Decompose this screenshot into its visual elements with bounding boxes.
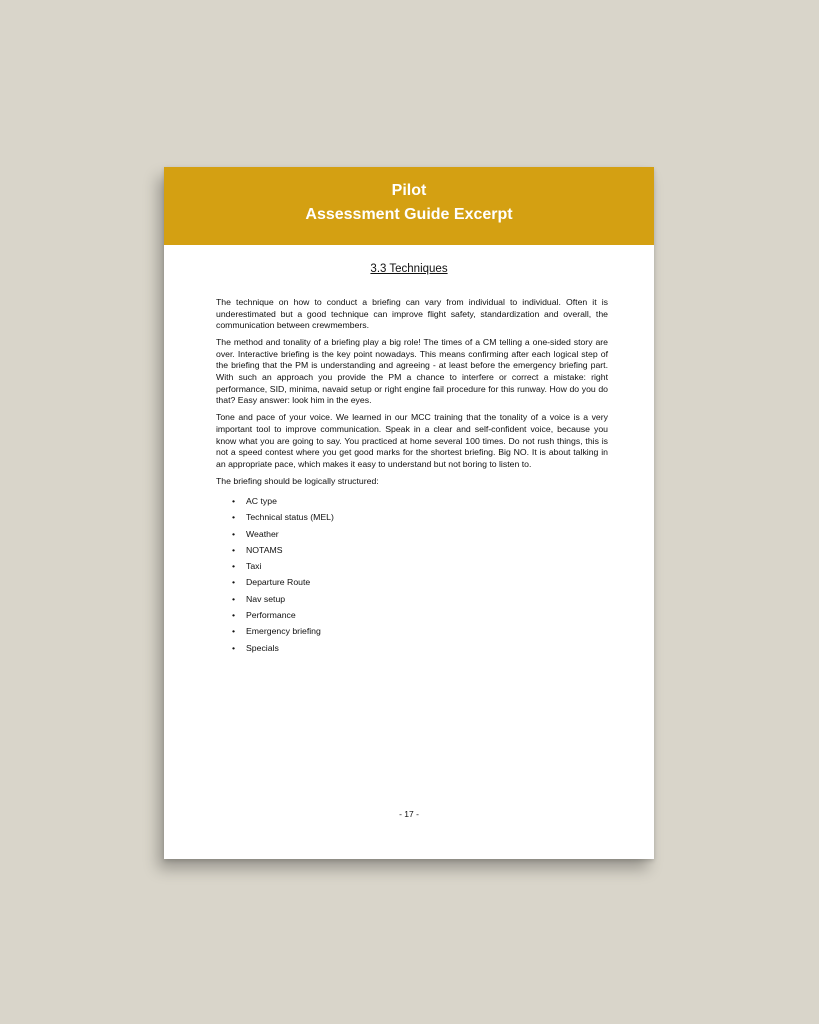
list-item: • Performance	[246, 607, 608, 623]
header-title-line2: Assessment Guide Excerpt	[305, 206, 513, 223]
list-item: • Weather	[246, 526, 608, 542]
bullet-icon: •	[232, 512, 236, 523]
page-number: - 17 -	[399, 809, 419, 819]
paragraph: The briefing should be logically structured:	[216, 475, 379, 486]
bullet-icon: •	[232, 544, 236, 555]
bullet-icon: •	[232, 626, 236, 637]
document-page	[164, 167, 654, 859]
bullet-icon: •	[232, 593, 236, 604]
header-title-line1: Pilot	[391, 182, 427, 199]
bullet-icon: •	[232, 642, 236, 653]
paragraph: The method and tonality of a briefing play a big role! The times of a CM telling a one-sided story are over. Interactive briefing is the key point nowadays. This means confirming after each logical step of the briefing that the PM is understanding and agreeing - at least before the emergency briefing part. With such an approach you provide the PM a chance to interfere or correct a mistake: right performance, SID, minima, navaid setup or right engine fail procedure for this runway. How do you do that? Easy answer: look him in the eyes.	[216, 337, 608, 406]
list-item: • AC type	[246, 493, 608, 509]
briefing-structure-list	[216, 493, 608, 656]
bullet-icon: •	[232, 528, 236, 539]
list-item: • NOTAMS	[246, 542, 608, 558]
list-item: • Technical status (MEL)	[246, 509, 608, 525]
list-item: • Departure Route	[246, 574, 608, 590]
body-text	[216, 297, 608, 656]
bullet-icon: •	[232, 577, 236, 588]
list-item: • Specials	[246, 640, 608, 656]
list-item: • Emergency briefing	[246, 623, 608, 639]
section-title: 3.3 Techniques	[370, 263, 448, 275]
bullet-icon: •	[232, 609, 236, 620]
list-item: • Nav setup	[246, 591, 608, 607]
list-item: • Taxi	[246, 558, 608, 574]
bullet-icon: •	[232, 561, 236, 572]
paragraph: Tone and pace of your voice. We learned in our MCC training that the tonality of a voice is a very important tool to improve communication. Speak in a clear and self-confident voice, because you know what you are going to say. You practiced at home several 100 times. Do not rush things, this is not a speed contest where you get good marks for the shortest briefing. Big NO. It is about talking in an appropriate pace, which makes it easy to understand but not boring to listen to.	[216, 412, 608, 469]
bullet-icon: •	[232, 495, 236, 506]
header-band	[164, 167, 654, 245]
paragraph: The technique on how to conduct a briefing can vary from individual to individual. Often it is underestimated but a good technique can improve flight safety, standardization and overall, the communication between crewmembers.	[216, 297, 608, 331]
